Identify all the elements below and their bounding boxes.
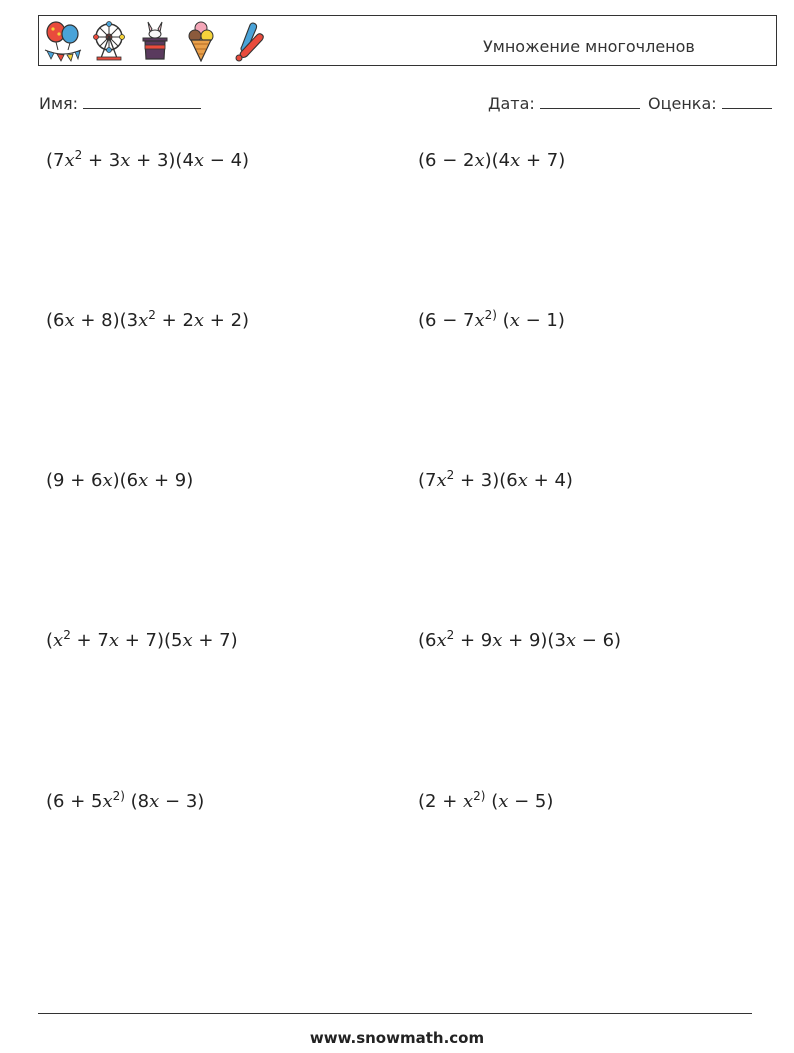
ferris-wheel-icon	[89, 20, 129, 62]
grade-label: Оценка:	[648, 94, 717, 113]
problem-6: $(7x^2 + 3)(6x + 4)$	[418, 468, 573, 491]
name-blank	[83, 94, 201, 109]
problem-7: $(x^2 + 7x + 7)(5x + 7)$	[46, 628, 238, 651]
grade-blank	[722, 94, 772, 109]
problem-8: $(6x^2 + 9x + 9)(3x - 6)$	[418, 628, 622, 651]
name-label: Имя:	[39, 94, 79, 113]
footer-divider	[38, 1013, 752, 1014]
magic-hat-icon	[135, 20, 175, 62]
date-field	[488, 94, 640, 113]
juggling-pins-icon	[227, 20, 267, 62]
date-blank	[540, 94, 640, 109]
problem-5: (9 + 6x)(6x + 9)	[46, 470, 194, 491]
date-label: Дата:	[488, 94, 535, 113]
problem-4: ($6 - 7x^{2)}$ (x − 1)	[418, 308, 565, 331]
problem-3: $(6x + 8)(3x^2 + 2x + 2)$	[46, 308, 250, 331]
problem-1: $(7x^2 + 3x + 3)(4x - 4)$	[46, 148, 250, 171]
balloons-icon	[43, 20, 83, 62]
worksheet-title: Умножение многочленов	[483, 37, 695, 56]
problem-2: (6 − 2x)(4x + 7)	[418, 150, 566, 171]
problem-9: ($6 + 5x^{2)}$ (8x − 3)	[46, 789, 205, 812]
ice-cream-icon	[181, 20, 221, 62]
footer-url: www.snowmath.com	[309, 1029, 485, 1047]
name-field	[39, 94, 201, 113]
worksheet-header	[38, 15, 777, 66]
problem-10: ($2 + x^{2)}$ (x − 5)	[418, 789, 554, 812]
header-icons	[43, 20, 267, 62]
grade-field	[648, 94, 772, 113]
